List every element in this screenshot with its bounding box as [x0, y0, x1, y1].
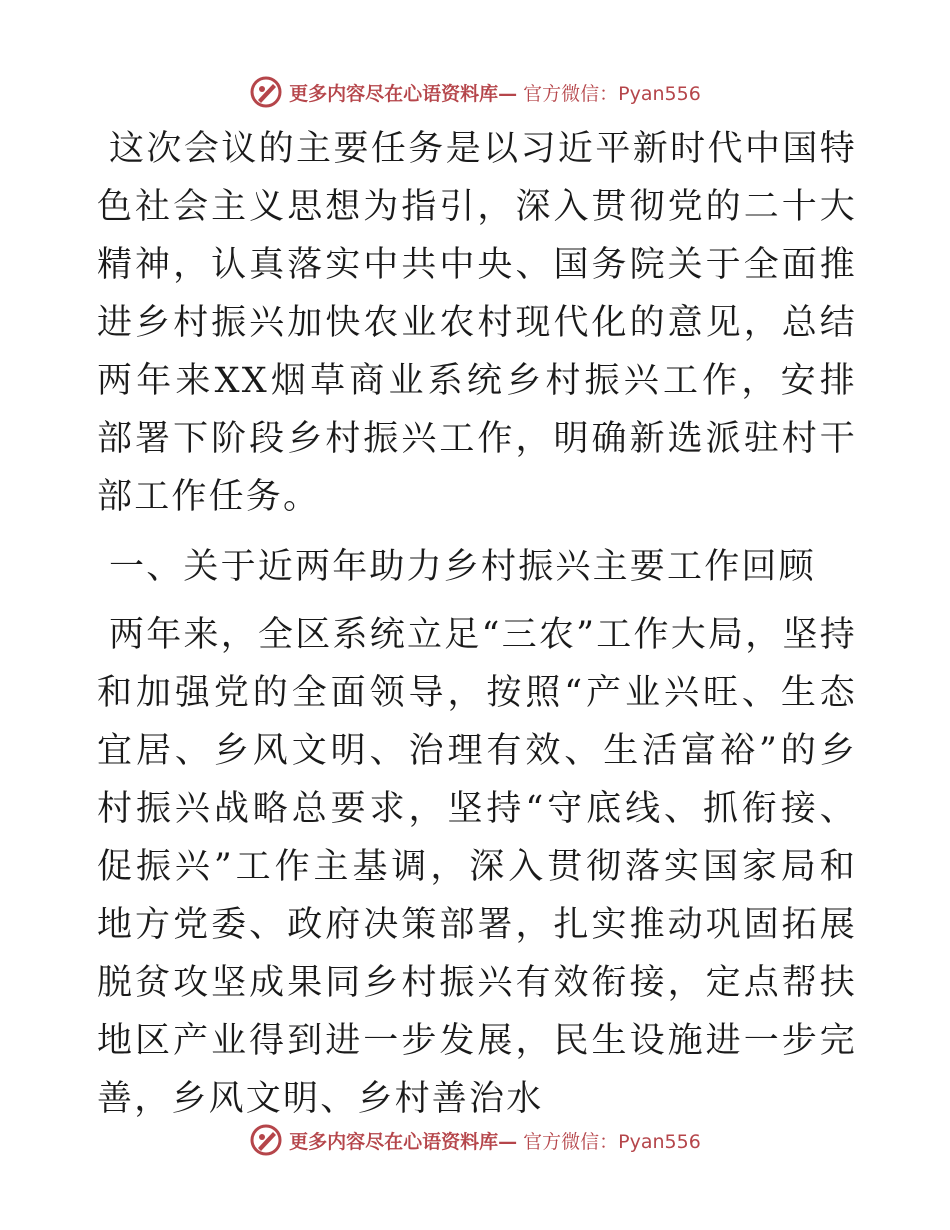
watermark-contact: 官方微信：Pyan556: [523, 1130, 701, 1153]
watermark-text: 更多内容尽在心语资料库—: [289, 82, 518, 105]
paragraph-review: 两年来，全区系统立足“三农”工作大局，坚持和加强党的全面领导，按照“产业兴旺、生态宜居、乡风文明、治理有效、生活富裕”的乡村振兴战略总要求，坚持“守底线、抓衔接、促振兴”工作主基调，深入贯彻落实国家局和地方党委、政府决策部署，扎实推动巩固拓展脱贫攻坚成果同乡村振兴有效衔接，定点帮扶地区产业得到进一步发展，民生设施进一步完善，乡风文明、乡村善治水: [97, 615, 857, 1119]
section-heading: 一、关于近两年助力乡村振兴主要工作回顾: [109, 547, 816, 587]
brand-logo-icon: [249, 75, 283, 109]
brand-logo-icon: [249, 1123, 283, 1157]
document-body: [97, 120, 857, 1128]
watermark-contact: 官方微信：Pyan556: [523, 82, 701, 105]
paragraph-intro: 这次会议的主要任务是以习近平新时代中国特色社会主义思想为指引，深入贯彻党的二十大精神，认真落实中共中央、国务院关于全面推进乡村振兴加快农业农村现代化的意见，总结两年来XX烟草商业系统乡村振兴工作，安排部署下阶段乡村振兴工作，明确新选派驻村干部工作任务。: [97, 129, 857, 517]
header-watermark: [0, 72, 950, 112]
footer-watermark: [0, 1120, 950, 1160]
watermark-text: 更多内容尽在心语资料库—: [289, 1130, 518, 1153]
